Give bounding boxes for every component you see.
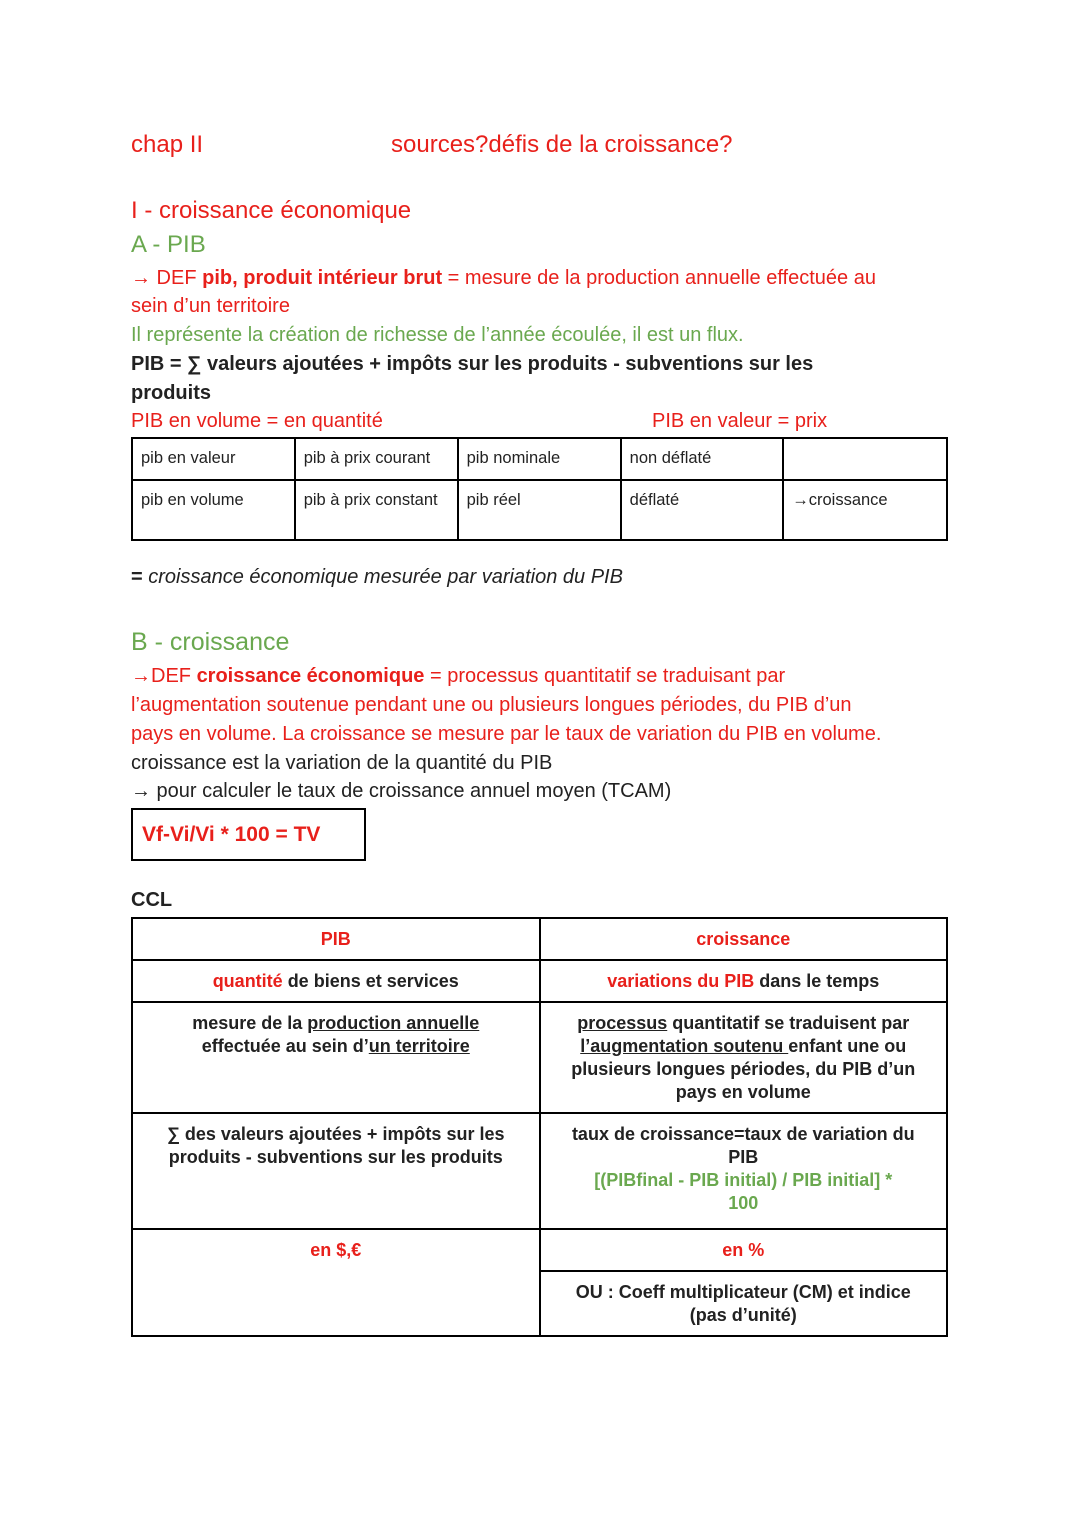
conclusion-label: CCL bbox=[131, 889, 173, 911]
table-cell: non déflaté bbox=[621, 438, 784, 480]
table-row bbox=[132, 438, 947, 480]
table-cell: →croissance bbox=[783, 480, 947, 540]
pib-valeur-note: PIB en valeur = prix bbox=[652, 410, 828, 432]
table-cell: taux de croissance=taux de variation du PIB [(PIBfinal - PIB initial) / PIB initial] * 100 bbox=[540, 1113, 948, 1229]
table-cell: en % bbox=[540, 1229, 948, 1271]
table-row bbox=[132, 1002, 947, 1113]
table-cell: mesure de la production annuelle effectuée au sein d’un territoire bbox=[132, 1002, 540, 1113]
tcam-note: → pour calculer le taux de croissance annuel moyen (TCAM) bbox=[131, 780, 672, 802]
header-croissance: croissance bbox=[540, 918, 948, 960]
subsection-title-b: B - croissance bbox=[131, 628, 290, 656]
pib-formula-line1: PIB = ∑ valeurs ajoutées + impôts sur les produits - subventions sur les bbox=[131, 353, 814, 375]
growth-definition-line2: l’augmentation soutenue pendant une ou plusieurs longues périodes, du PIB d’un bbox=[131, 694, 852, 716]
table-cell: ∑ des valeurs ajoutées + impôts sur les produits - subventions sur les produits bbox=[132, 1113, 540, 1229]
table-cell: déflaté bbox=[621, 480, 784, 540]
pib-comparison-table bbox=[131, 437, 948, 541]
chapter-question: sources?défis de la croissance? bbox=[391, 131, 733, 158]
table-cell: pib nominale bbox=[458, 438, 621, 480]
table-cell: en $,€ bbox=[132, 1229, 540, 1336]
pib-volume-note: PIB en volume = en quantité bbox=[131, 410, 383, 432]
table-cell: quantité de biens et services bbox=[132, 960, 540, 1002]
table-row bbox=[132, 1113, 947, 1229]
header-pib: PIB bbox=[132, 918, 540, 960]
table-cell: variations du PIB dans le temps bbox=[540, 960, 948, 1002]
growth-definition-line3: pays en volume. La croissance se mesure par le taux de variation du PIB en volume. bbox=[131, 723, 882, 745]
table-row bbox=[132, 960, 947, 1002]
table-cell: pib à prix courant bbox=[295, 438, 458, 480]
pib-definition-line1: → DEF pib, produit intérieur brut = mesure de la production annuelle effectuée au bbox=[131, 267, 876, 289]
table-cell: pib à prix constant bbox=[295, 480, 458, 540]
table-row bbox=[132, 1229, 947, 1271]
table-cell: OU : Coeff multiplicateur (CM) et indice (pas d’unité) bbox=[540, 1271, 948, 1336]
growth-quantity-note: croissance est la variation de la quantité du PIB bbox=[131, 752, 553, 774]
table-row bbox=[132, 480, 947, 540]
growth-definition-line1: →DEF croissance économique = processus quantitatif se traduisant par bbox=[131, 665, 786, 687]
table-cell: pib réel bbox=[458, 480, 621, 540]
table-cell: pib en valeur bbox=[132, 438, 295, 480]
pib-formula-line2: produits bbox=[131, 382, 211, 404]
pib-definition-line2: sein d’un territoire bbox=[131, 295, 290, 317]
subsection-title-a: A - PIB bbox=[131, 231, 206, 258]
table-cell: processus quantitatif se traduisent par l’augmentation soutenu enfant une ou plusieurs longues périodes, du PIB d’un pays en volume bbox=[540, 1002, 948, 1113]
chapter-label: chap II bbox=[131, 131, 204, 158]
table-cell: pib en volume bbox=[132, 480, 295, 540]
growth-measure-note: = croissance économique mesurée par variation du PIB bbox=[131, 566, 623, 588]
flux-note: Il représente la création de richesse de l’année écoulée, il est un flux. bbox=[131, 324, 744, 346]
table-cell bbox=[783, 438, 947, 480]
section-title: I - croissance économique bbox=[131, 197, 412, 224]
table-header-row bbox=[132, 918, 947, 960]
conclusion-table bbox=[131, 917, 948, 1337]
tv-formula-box: Vf-Vi/Vi * 100 = TV bbox=[131, 808, 366, 861]
